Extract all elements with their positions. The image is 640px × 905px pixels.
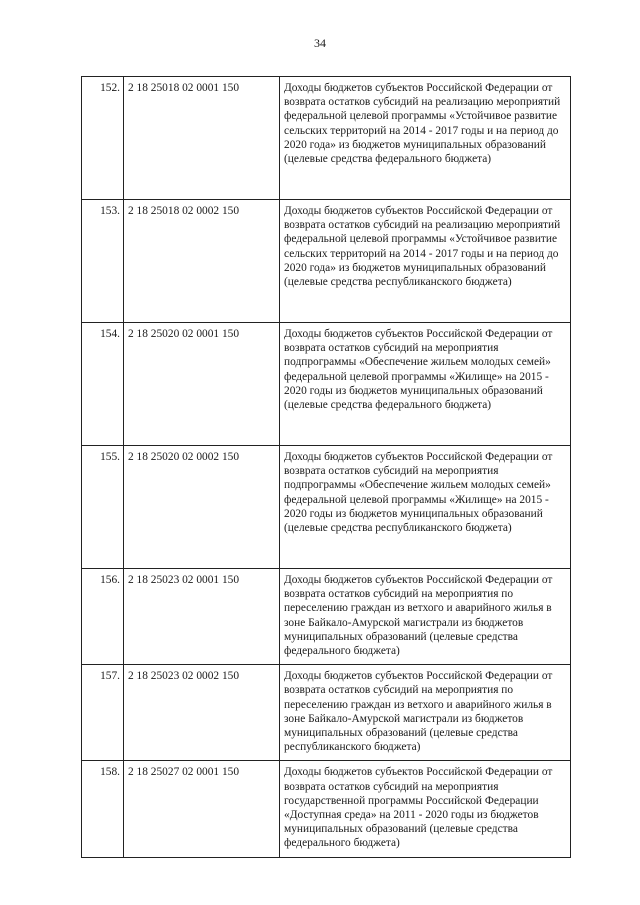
table-row — [82, 569, 571, 665]
row-number: 155. — [82, 446, 124, 569]
budget-code: 2 18 25023 02 0001 150 — [124, 569, 280, 665]
row-description: Доходы бюджетов субъектов Российской Федерации от возврата остатков субсидий на реализацию мероприятий федеральной целевой программы «Устойчивое развитие сельских территорий на 2014 - 2017 годы и на период до 2020 года» из бюджетов муниципальных образований (целевые средства республиканского бюджета) — [280, 200, 571, 323]
row-number: 157. — [82, 665, 124, 761]
revenue-codes-table — [81, 76, 571, 858]
budget-code: 2 18 25023 02 0002 150 — [124, 665, 280, 761]
row-number: 152. — [82, 77, 124, 200]
budget-code: 2 18 25018 02 0001 150 — [124, 77, 280, 200]
row-description: Доходы бюджетов субъектов Российской Федерации от возврата остатков субсидий на реализацию мероприятий федеральной целевой программы «Устойчивое развитие сельских территорий на 2014 - 2017 годы и на период до 2020 года» из бюджетов муниципальных образований (целевые средства федерального бюджета) — [280, 77, 571, 200]
table-row — [82, 446, 571, 569]
row-number: 153. — [82, 200, 124, 323]
row-description: Доходы бюджетов субъектов Российской Федерации от возврата остатков субсидий на мероприятия подпрограммы «Обеспечение жильем молодых семей» федеральной целевой программы «Жилище» на 2015 - 2020 годы из бюджетов муниципальных образований (целевые средства федерального бюджета) — [280, 323, 571, 446]
row-number: 156. — [82, 569, 124, 665]
table-row — [82, 200, 571, 323]
budget-code: 2 18 25018 02 0002 150 — [124, 200, 280, 323]
row-description: Доходы бюджетов субъектов Российской Федерации от возврата остатков субсидий на мероприятия по переселению граждан из ветхого и аварийного жилья в зоне Байкало-Амурской магистрали из бюджетов муниципальных образований (целевые средства федерального бюджета) — [280, 569, 571, 665]
row-description: Доходы бюджетов субъектов Российской Федерации от возврата остатков субсидий на мероприятия подпрограммы «Обеспечение жильем молодых семей» федеральной целевой программы «Жилище» на 2015 - 2020 годы из бюджетов муниципальных образований (целевые средства республиканского бюджета) — [280, 446, 571, 569]
row-description: Доходы бюджетов субъектов Российской Федерации от возврата остатков субсидий на мероприятия государственной программы Российской Федерации «Доступная среда» на 2011 - 2020 годы из бюджетов муниципальных образований (целевые средства федерального бюджета) — [280, 761, 571, 857]
budget-code: 2 18 25027 02 0001 150 — [124, 761, 280, 857]
row-number: 154. — [82, 323, 124, 446]
table-row — [82, 323, 571, 446]
row-description: Доходы бюджетов субъектов Российской Федерации от возврата остатков субсидий на мероприятия по переселению граждан из ветхого и аварийного жилья в зоне Байкало-Амурской магистрали из бюджетов муниципальных образований (целевые средства республиканского бюджета) — [280, 665, 571, 761]
table-row — [82, 665, 571, 761]
budget-code: 2 18 25020 02 0002 150 — [124, 446, 280, 569]
budget-code: 2 18 25020 02 0001 150 — [124, 323, 280, 446]
row-number: 158. — [82, 761, 124, 857]
page-number: 34 — [314, 36, 326, 50]
table-row — [82, 77, 571, 200]
table-row — [82, 761, 571, 857]
